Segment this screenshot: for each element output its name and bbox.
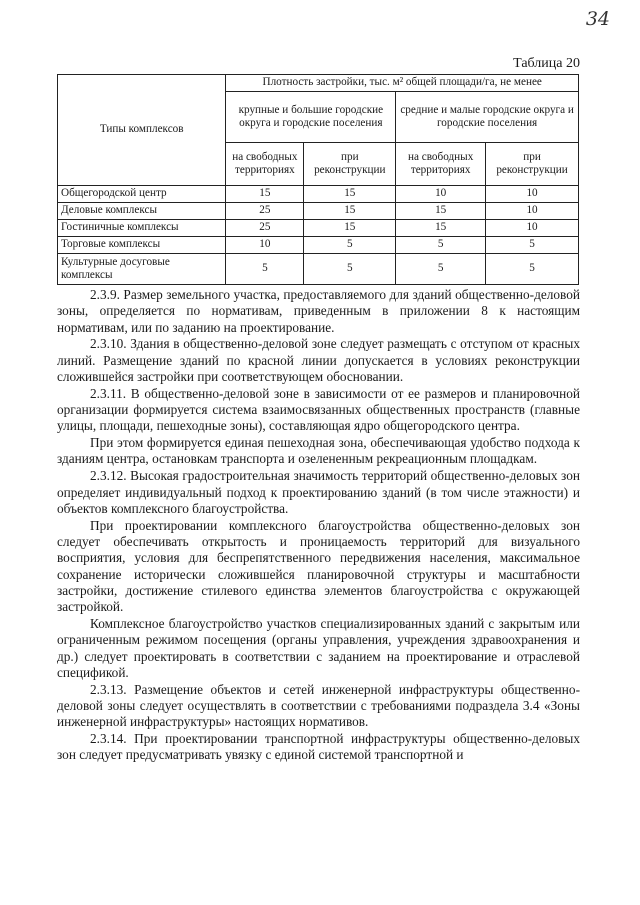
table-cell: 25 [226, 220, 304, 237]
table-cell: 15 [304, 220, 396, 237]
table-cell: 15 [304, 186, 396, 203]
header-group-large: крупные и большие городские округа и городские поселения [226, 92, 396, 143]
table-cell: 25 [226, 203, 304, 220]
paragraph-specialized-buildings: Комплексное благоустройство участков специализированных зданий с закрытым или ограниченным режимом посещения (органы управления, учреждения здравоохранения и др.) следует проектировать в соответствии с заданием на проектирование и отраслевой спецификой. [57, 615, 580, 680]
table-caption: Таблица 20 [513, 56, 580, 71]
header-group-medium: средние и малые городские округа и городские поселения [396, 92, 579, 143]
table-row [58, 186, 579, 203]
table-row [58, 237, 579, 254]
table-cell: 10 [226, 237, 304, 254]
subheader-medium-free: на свободных территориях [396, 143, 486, 186]
header-density: Плотность застройки, тыс. м² общей площади/га, не менее [226, 75, 579, 92]
paragraph-2-3-10: 2.3.10. Здания в общественно-деловой зоне следует размещать с отступом от красных линий. Размещение зданий по красной линии допускается в условиях реконструкции сложившейся застройки при соответствующем обосновании. [57, 336, 580, 384]
header-complex-types: Типы комплексов [58, 75, 226, 186]
table-cell: 5 [396, 254, 486, 285]
table-row [58, 203, 579, 220]
paragraph-2-3-14: 2.3.14. При проектировании транспортной инфраструктуры общественно-деловых зон следует предусматривать увязку с единой системой транспортной и [57, 731, 580, 763]
table-cell: 5 [396, 237, 486, 254]
row-label: Деловые комплексы [58, 203, 226, 220]
table-cell: 10 [396, 186, 486, 203]
page-number: 34 [585, 8, 610, 30]
table-cell: 5 [486, 254, 579, 285]
table-cell: 15 [226, 186, 304, 203]
body-text [57, 287, 580, 764]
row-label: Общегородской центр [58, 186, 226, 203]
table-cell: 10 [486, 186, 579, 203]
density-table [57, 74, 579, 285]
table-cell: 5 [304, 237, 396, 254]
row-label: Гостиничные комплексы [58, 220, 226, 237]
subheader-large-recon: при реконструкции [304, 143, 396, 186]
subheader-large-free: на свободных территориях [226, 143, 304, 186]
row-label: Культурные досуговые комплексы [58, 254, 226, 285]
table-cell: 15 [396, 220, 486, 237]
table-row [58, 220, 579, 237]
paragraph-pedestrian-zone: При этом формируется единая пешеходная зона, обеспечивающая удобство подхода к зданиям центра, остановкам транспорта и озелененным рекреационным площадкам. [57, 435, 580, 467]
paragraph-2-3-13: 2.3.13. Размещение объектов и сетей инженерной инфраструктуры общественно-деловой зоны следует осуществлять в соответствии с требованиями подраздела 3.4 «Зоны инженерной инфраструктуры» настоящих нормативов. [57, 681, 580, 730]
table-cell: 15 [304, 203, 396, 220]
paragraph-2-3-9: 2.3.9. Размер земельного участка, предоставляемого для зданий общественно-деловой зоны, определяется по нормативам, приведенным в приложении 8 к настоящим нормативам, или по заданию на проектирование. [57, 287, 580, 335]
table-cell: 5 [304, 254, 396, 285]
table-cell: 5 [226, 254, 304, 285]
table-cell: 10 [486, 203, 579, 220]
table-cell: 10 [486, 220, 579, 237]
row-label: Торговые комплексы [58, 237, 226, 254]
table-row [58, 254, 579, 285]
table-cell: 15 [396, 203, 486, 220]
paragraph-2-3-12: 2.3.12. Высокая градостроительная значимость территорий общественно-деловых зон определяет индивидуальный подход к проектированию зданий (в том числе этажности) и объектов комплексного благоустройства. [57, 468, 580, 516]
paragraph-landscaping: При проектировании комплексного благоустройства общественно-деловых зон следует обеспечивать открытость и проницаемость территорий для визуального восприятия, условия для беспрепятственного передвижения населения, максимальное сохранение исторически сложившейся планировочной структуры и масштабности застройки, достижение стилевого единства элементов благоустройства с окружающей застройкой. [57, 517, 580, 615]
subheader-medium-recon: при реконструкции [486, 143, 579, 186]
table-cell: 5 [486, 237, 579, 254]
paragraph-2-3-11: 2.3.11. В общественно-деловой зоне в зависимости от ее размеров и планировочной организации формируется система взаимосвязанных общественных пространств (главные улицы, площади, пешеходные зоны), составляющая ядро общегородского центра. [57, 385, 580, 434]
